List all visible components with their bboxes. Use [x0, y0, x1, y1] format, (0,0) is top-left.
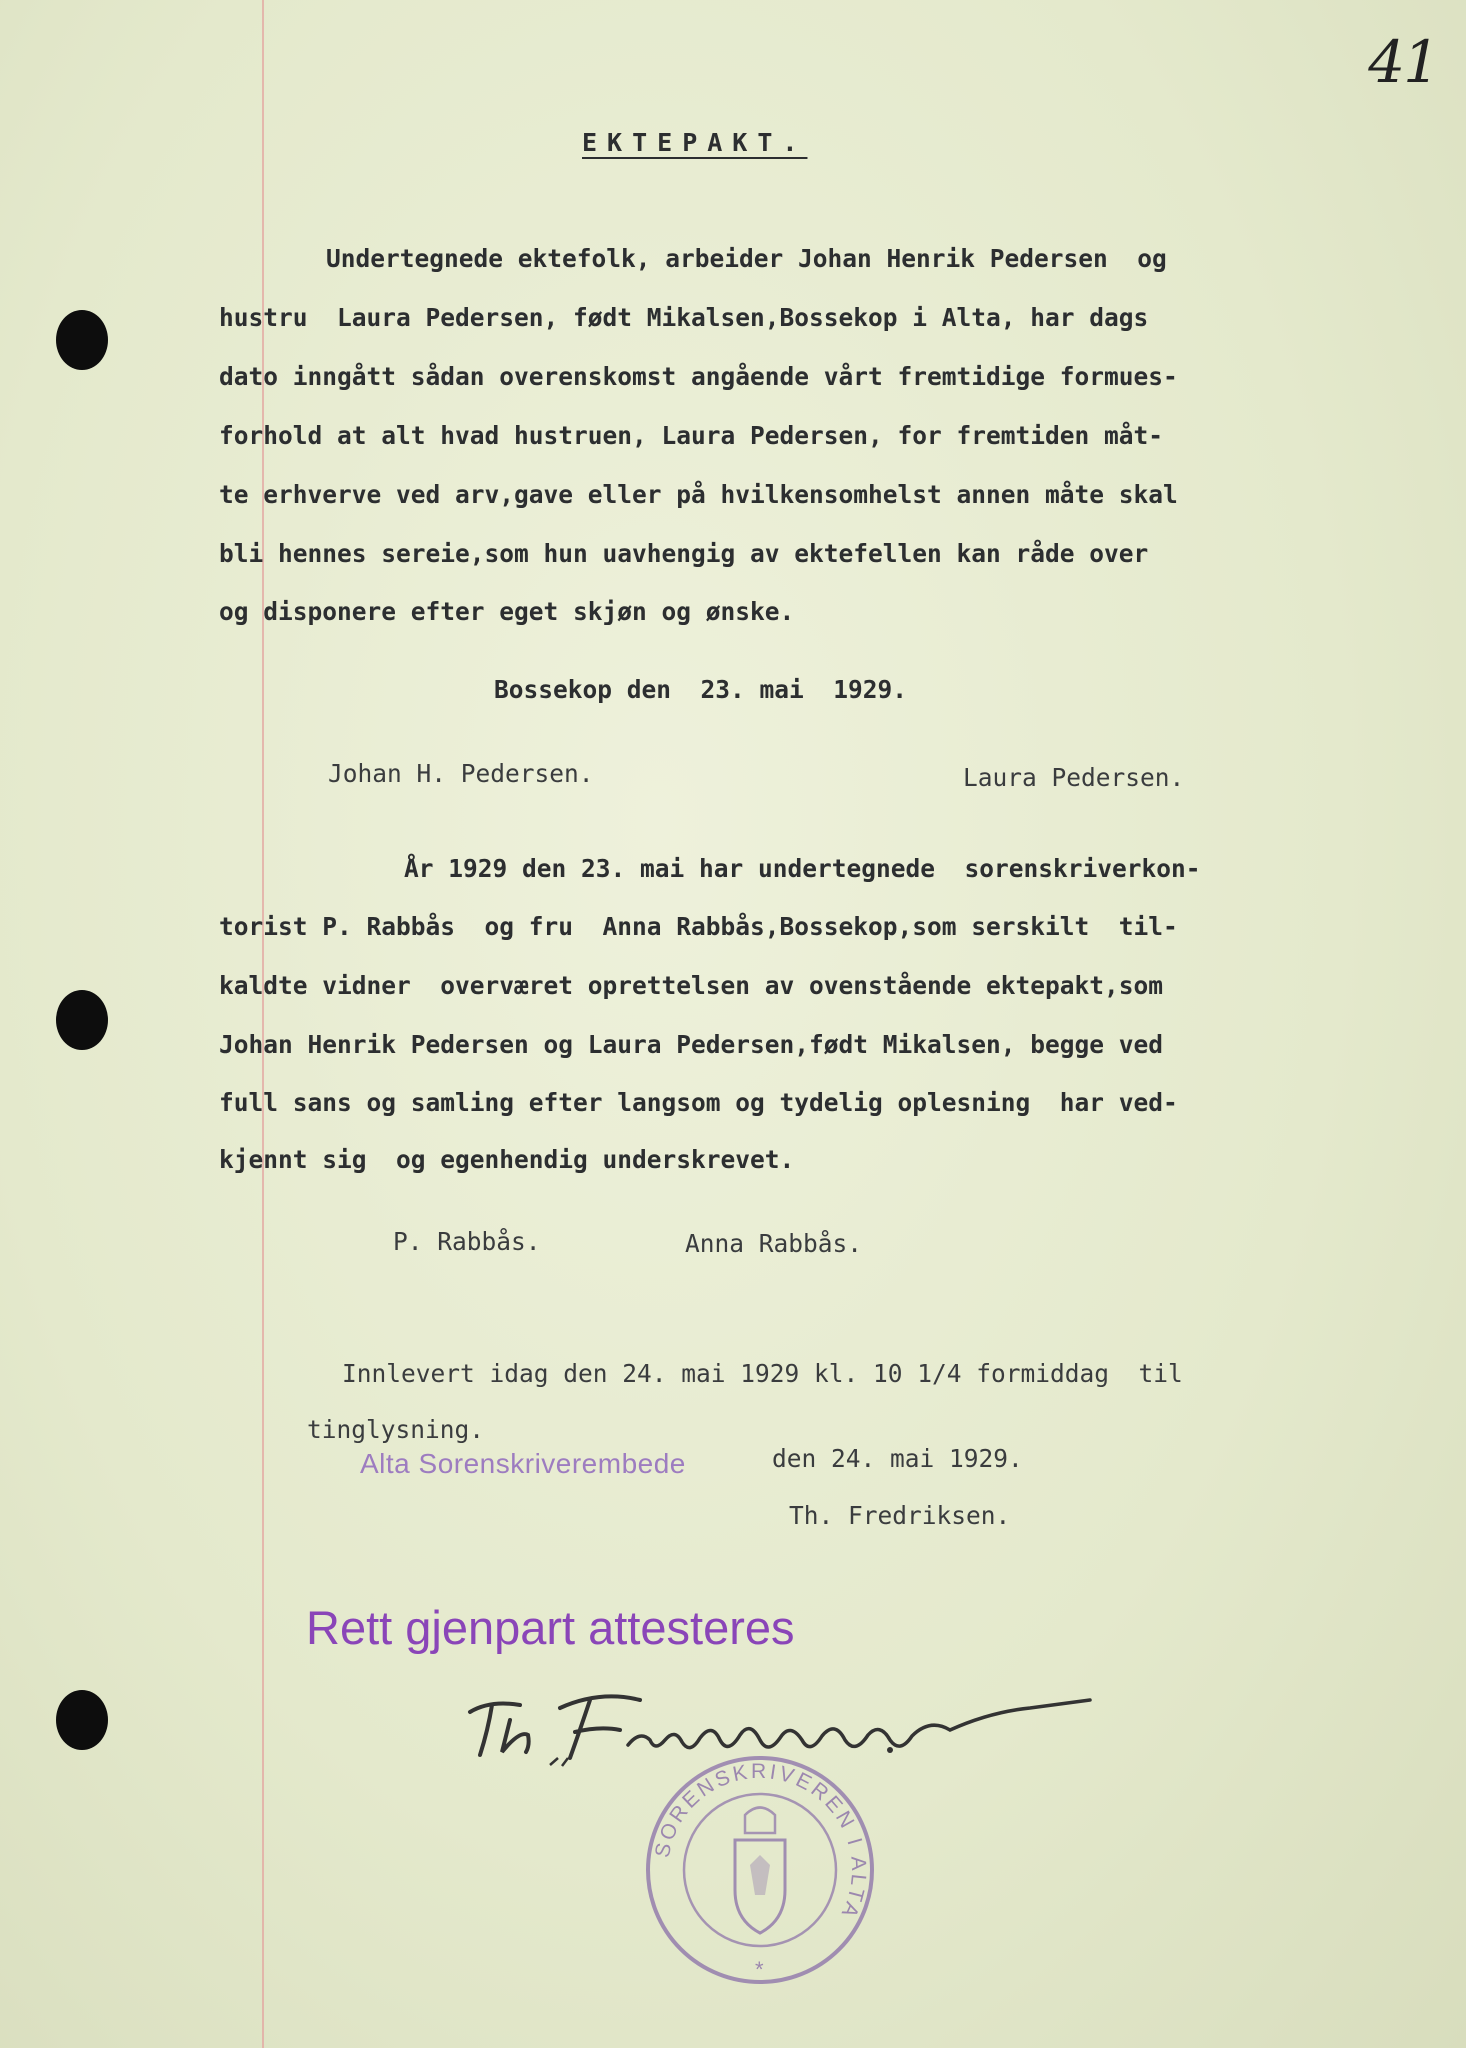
witness-right: Anna Rabbås.	[685, 1229, 863, 1258]
registration-line2: tinglysning.	[307, 1415, 485, 1444]
paragraph1-line: dato inngått sådan overenskomst angående vårt fremtidige formues-	[219, 362, 1178, 391]
registration-date: den 24. mai 1929.	[772, 1444, 1023, 1473]
witness-left: P. Rabbås.	[393, 1227, 541, 1256]
document-title: EKTEPAKT.	[582, 128, 808, 157]
svg-text:*: *	[755, 1957, 764, 1982]
registration-line1: Innlevert idag den 24. mai 1929 kl. 10 1/4 formiddag til	[342, 1359, 1183, 1388]
signatory-left: Johan H. Pedersen.	[328, 759, 594, 788]
dateline: Bossekop den 23. mai 1929.	[494, 675, 908, 704]
page-number: 41	[1368, 28, 1438, 96]
punch-hole	[56, 1690, 108, 1750]
paragraph2-line: full sans og samling efter langsom og tydelig oplesning har ved-	[219, 1088, 1178, 1117]
office-stamp: Alta Sorenskriverembede	[360, 1448, 686, 1479]
paragraph1-line: bli hennes sereie,som hun uavhengig av ektefellen kan råde over	[219, 539, 1149, 568]
paragraph2-line: kjennt sig og egenhendig underskrevet.	[219, 1145, 795, 1174]
seal-text: SORENSKRIVEREN I ALTA	[650, 1759, 871, 1924]
paragraph1-line: te erhverve ved arv,gave eller på hvilkensomhelst annen måte skal	[219, 480, 1178, 509]
svg-text:SORENSKRIVEREN I ALTA	[651, 1760, 871, 1923]
paragraph1-line: Undertegnede ektefolk, arbeider Johan Henrik Pedersen og	[326, 244, 1167, 273]
paragraph2-line: kaldte vidner overværet oprettelsen av ovenstående ektepakt,som	[219, 971, 1164, 1000]
official-seal	[635, 1745, 885, 1995]
attestation-stamp: Rett gjenpart attesteres	[306, 1601, 795, 1654]
paragraph2-line: torist P. Rabbås og fru Anna Rabbås,Bossekop,som serskilt til-	[219, 912, 1178, 941]
punch-hole	[56, 990, 108, 1050]
paragraph2-line: Johan Henrik Pedersen og Laura Pedersen,født Mikalsen, begge ved	[219, 1030, 1164, 1059]
signatory-right: Laura Pedersen.	[963, 763, 1185, 792]
paragraph2-line: År 1929 den 23. mai har undertegnede sorenskriverkon-	[404, 854, 1201, 883]
punch-hole	[56, 310, 108, 370]
paragraph1-line: hustru Laura Pedersen, født Mikalsen,Bossekop i Alta, har dags	[219, 303, 1149, 332]
registration-signed: Th. Fredriksen.	[789, 1501, 1011, 1530]
paragraph1-line: forhold at alt hvad hustruen, Laura Pedersen, for fremtiden måt-	[219, 421, 1164, 450]
paragraph1-line: og disponere efter eget skjøn og ønske.	[219, 597, 795, 626]
